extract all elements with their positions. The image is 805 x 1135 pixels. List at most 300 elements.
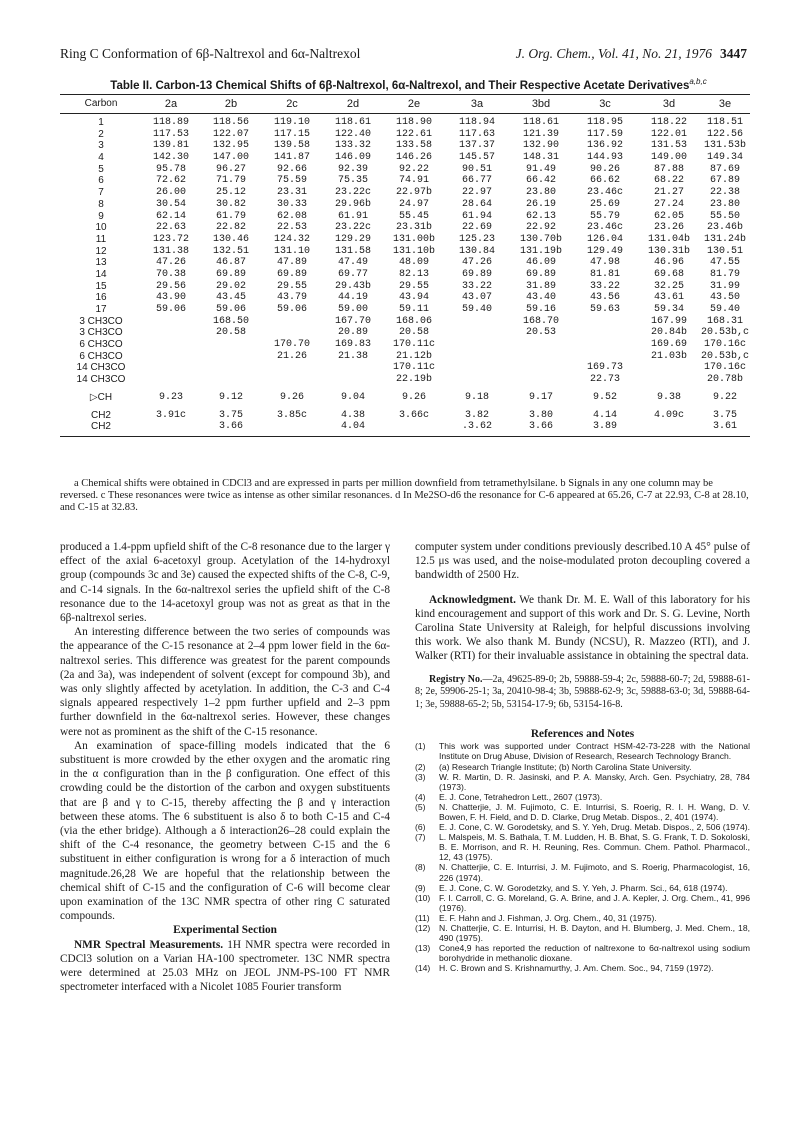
page-number: 3447 bbox=[720, 46, 747, 61]
table-cell: 61.79 bbox=[215, 210, 246, 222]
table-cell: 170.11c bbox=[392, 339, 435, 351]
reference-item bbox=[415, 802, 750, 822]
table-cell: 4.09c bbox=[653, 409, 684, 421]
row-label: 3 CH3CO bbox=[79, 327, 123, 339]
table-cell: 136.92 bbox=[586, 140, 623, 152]
table-cell: 43.90 bbox=[155, 292, 186, 304]
table-row bbox=[60, 410, 750, 422]
table-cell: 122.56 bbox=[706, 128, 743, 140]
running-title: Ring C Conformation of 6β-Naltrexol and 6α-Naltrexol bbox=[60, 46, 361, 61]
table-cell: 46.09 bbox=[525, 257, 556, 269]
reference-number: (11) bbox=[415, 912, 430, 923]
table-cell: 119.10 bbox=[273, 117, 310, 128]
table-cell: 139.58 bbox=[273, 140, 310, 152]
table-cell: 9.04 bbox=[340, 391, 365, 403]
section-heading: Experimental Section bbox=[173, 924, 277, 937]
table-row bbox=[60, 129, 750, 141]
table-cell: 33.22 bbox=[589, 280, 620, 292]
table-row bbox=[60, 281, 750, 293]
table-cell: 91.49 bbox=[525, 163, 556, 175]
table-cell: 23.22c bbox=[334, 187, 371, 199]
table-cell: 118.89 bbox=[152, 117, 189, 128]
column-header: 3a bbox=[470, 98, 484, 110]
table-cell: 31.99 bbox=[709, 280, 740, 292]
table-cell: 9.26 bbox=[279, 391, 304, 403]
table-cell: 43.56 bbox=[589, 292, 620, 304]
row-label: 1 bbox=[98, 117, 104, 128]
table-cell: 21.26 bbox=[276, 350, 307, 362]
table-row bbox=[60, 304, 750, 316]
table-cell: 31.89 bbox=[525, 280, 556, 292]
row-label: 4 bbox=[98, 152, 104, 164]
table-cell: 69.89 bbox=[276, 268, 307, 280]
table-row bbox=[60, 211, 750, 223]
reference-number: (4) bbox=[415, 791, 426, 802]
table-cell: 3.66c bbox=[398, 409, 429, 421]
reference-number: (8) bbox=[415, 862, 426, 873]
table-cell: 168.70 bbox=[522, 315, 559, 327]
table-cell: 22.82 bbox=[215, 222, 246, 234]
table-cell: 30.54 bbox=[155, 198, 186, 210]
table-cell: 118.90 bbox=[395, 117, 432, 128]
row-label: ▷CH bbox=[89, 391, 113, 403]
table-cell: 69.68 bbox=[653, 268, 684, 280]
paragraph bbox=[415, 674, 750, 712]
paragraph bbox=[415, 593, 750, 664]
table-cell: 43.40 bbox=[525, 292, 556, 304]
table-cell: 62.08 bbox=[276, 210, 307, 222]
table-cell: 123.72 bbox=[152, 233, 189, 245]
table-cell: 70.38 bbox=[155, 268, 186, 280]
table-cell: 22.63 bbox=[155, 222, 186, 234]
table-cell: 23.31 bbox=[276, 187, 307, 199]
table-cell: 3.80 bbox=[528, 409, 553, 421]
table-cell: 170.70 bbox=[273, 339, 310, 351]
column-header: 3e bbox=[718, 98, 732, 110]
table-cell: 92.39 bbox=[337, 163, 368, 175]
table-cell: 59.34 bbox=[653, 304, 684, 315]
table-cell: 71.79 bbox=[215, 175, 246, 187]
row-label: 6 CH3CO bbox=[79, 339, 123, 351]
table-cell: 75.35 bbox=[337, 175, 368, 187]
table-cell: 3.91c bbox=[155, 409, 186, 421]
table-row bbox=[60, 164, 750, 176]
table-cell: 118.51 bbox=[706, 117, 743, 128]
table-row bbox=[60, 187, 750, 199]
table-cell: 130.51 bbox=[706, 245, 743, 257]
table-cell: 29.96b bbox=[334, 198, 371, 210]
table-cell: 75.59 bbox=[276, 175, 307, 187]
row-label: 9 bbox=[98, 210, 104, 222]
table-cell: 59.16 bbox=[525, 304, 556, 315]
table-row bbox=[60, 327, 750, 339]
reference-number: (7) bbox=[415, 832, 426, 843]
table-cell: 87.69 bbox=[709, 163, 740, 175]
table-row bbox=[60, 421, 750, 433]
reference-text: (a) Research Triangle Institute; (b) North Carolina State University. bbox=[439, 761, 692, 772]
table-row bbox=[60, 199, 750, 211]
table-cell: 46.96 bbox=[653, 257, 684, 269]
table-cell: 9.38 bbox=[656, 391, 681, 403]
row-label: 2 bbox=[98, 128, 104, 140]
row-label: 10 bbox=[95, 222, 107, 234]
row-label: 5 bbox=[98, 163, 104, 175]
row-label: 3 CH3CO bbox=[79, 315, 123, 327]
table-cell: 23.46c bbox=[586, 187, 623, 199]
shift-table bbox=[60, 94, 750, 437]
paragraph-text: We thank Dr. M. E. Wall of this laboratory for his kind encouragement and support of this work and Dr. S. G. Levine, North Carolina State University at Raleigh, for helpful discussions involving this work. We also thank M. Bundy (NCSU), R. Mazzeo (RTI), and J. Walker (RTI) for their invaluable assistance in obtaining the spectral data. bbox=[415, 593, 750, 663]
journal-citation bbox=[516, 46, 747, 62]
table-body bbox=[60, 114, 750, 436]
row-label: CH2 bbox=[90, 421, 111, 433]
table-cell: 61.94 bbox=[461, 210, 492, 222]
table-cell: 131.53b bbox=[703, 140, 746, 152]
reference-item bbox=[415, 862, 750, 882]
table-cell: 74.91 bbox=[398, 175, 429, 187]
reference-number: (14) bbox=[415, 963, 431, 974]
table-row bbox=[60, 292, 750, 304]
table-cell: 67.89 bbox=[709, 175, 740, 187]
table-cell: 129.29 bbox=[334, 233, 371, 245]
table-cell: 169.73 bbox=[586, 362, 623, 374]
table-cell: 125.23 bbox=[458, 233, 495, 245]
table-row bbox=[60, 392, 750, 404]
table-cell: 137.37 bbox=[458, 140, 495, 152]
table-cell: 69.89 bbox=[215, 268, 246, 280]
table-cell: 145.57 bbox=[458, 152, 495, 164]
table-cell: 131.38 bbox=[152, 245, 189, 257]
paragraph: An interesting difference between the two series of compounds was the appearance of the C-15 resonance at 2–4 ppm lower field in the 6α-naltrexol series. This difference was greatest for the parent compounds (2a and 3a), was independent of solvent (except for compound 3b), and was only slightly affected by acetylation. In addition, the C-3 and C-4 signals appeared respectively 1–2 ppm further upfield and 2–3 ppm further downfield in the 6α-naltrexol series. However, these changes were not as prominent as the shift of the C-15 resonance. bbox=[60, 626, 390, 738]
table-row bbox=[60, 140, 750, 152]
table-cell: 20.58 bbox=[215, 327, 246, 339]
table-cell: 25.12 bbox=[215, 187, 246, 199]
table-cell: 148.31 bbox=[522, 152, 559, 164]
reference-text: Cone4,9 has reported the reduction of naltrexone to 6α-naltrexol using sodium borohydride in methanolic dioxane. bbox=[439, 943, 750, 964]
table-cell: 24.97 bbox=[398, 198, 429, 210]
run-in-heading: Registry No. bbox=[429, 673, 483, 685]
row-label: 14 CH3CO bbox=[76, 362, 126, 374]
table-cell: 22.97 bbox=[461, 187, 492, 199]
table-cell: 59.00 bbox=[337, 304, 368, 315]
table-cell: 23.80 bbox=[525, 187, 556, 199]
table-cell: 9.26 bbox=[401, 391, 426, 403]
table-cell: 21.03b bbox=[650, 350, 687, 362]
row-label: 11 bbox=[95, 233, 107, 245]
table-cell: 9.17 bbox=[528, 391, 553, 403]
paragraph: computer system under conditions previously described.10 A 45° pulse of 12.5 μs was used, and the noise-modulated proton decoupling covered a bandwidth of 2500 Hz. bbox=[415, 541, 750, 582]
table-cell: 3.66 bbox=[218, 421, 243, 433]
table-header bbox=[60, 95, 750, 114]
table-cell: 118.61 bbox=[522, 117, 559, 128]
table-cell: 33.22 bbox=[461, 280, 492, 292]
table-cell: 92.66 bbox=[276, 163, 307, 175]
paragraph: produced a 1.4-ppm upfield shift of the C-8 resonance due to the larger γ effect of the axial 6-acetoxyl group. Acetylation of the 14-hydroxyl group (compounds 3c and 3e) caused the expected shifts of the C-8, C-9, and C-14 signals. In the 6α-naltrexol series the upfield shift of the C-8 resonance due to the 14-acetoxyl group was not as great as that in the 6β-naltrexol series. bbox=[60, 541, 390, 625]
table-row bbox=[60, 257, 750, 269]
row-label: 6 CH3CO bbox=[79, 350, 123, 362]
table-cell: 22.19b bbox=[395, 374, 432, 386]
table-cell: 22.53 bbox=[276, 222, 307, 234]
table-cell: 43.45 bbox=[215, 292, 246, 304]
column-header: 3bd bbox=[531, 98, 551, 110]
table-cell: 62.14 bbox=[155, 210, 186, 222]
table-cell: 117.63 bbox=[458, 128, 495, 140]
table-cell: 59.06 bbox=[215, 304, 246, 315]
table-row bbox=[60, 269, 750, 281]
row-label: 16 bbox=[95, 292, 107, 304]
reference-text: L. Malspeis, M. S. Bathala, T. M. Ludden, H. B. Bhat, S. G. Frank, T. D. Sokoloski, B. E. Morrison, and R. H. Reuning, Res. Commun. Chem. Pathol. Pharmacol., 12, 43 (1975). bbox=[439, 832, 750, 863]
table-caption-text: Table II. Carbon-13 Chemical Shifts of 6β-Naltrexol, 6α-Naltrexol, and Their Respective Acetate Derivatives bbox=[110, 79, 690, 92]
table-cell: 122.40 bbox=[334, 128, 371, 140]
table-cell: 21.12b bbox=[395, 350, 432, 362]
table-cell: 20.53b,c bbox=[700, 327, 749, 339]
table-cell: 66.42 bbox=[525, 175, 556, 187]
table-cell: 47.98 bbox=[589, 257, 620, 269]
row-label: 7 bbox=[98, 187, 104, 199]
table-cell: 169.83 bbox=[334, 339, 371, 351]
table-cell: 132.51 bbox=[212, 245, 249, 257]
left-column bbox=[60, 540, 390, 995]
table-cell: 146.09 bbox=[334, 152, 371, 164]
paragraph-text: 1H NMR spectra were recorded in CDCl3 solution on a Varian HA-100 spectrometer. 13C NMR spectra were determined at 25.03 MHz on JEOL JNM-PS-100 FT NMR spectrometer interfaced with a Nicolet 1085 Fourier transform bbox=[60, 938, 390, 994]
table-cell: 29.56 bbox=[155, 280, 186, 292]
row-label: 12 bbox=[95, 245, 107, 257]
table-cell: 21.27 bbox=[653, 187, 684, 199]
table-cell: 129.49 bbox=[586, 245, 623, 257]
table-cell: 3.61 bbox=[712, 421, 737, 433]
table-cell: 27.24 bbox=[653, 198, 684, 210]
table-cell: 32.25 bbox=[653, 280, 684, 292]
table-cell: 131.00b bbox=[392, 233, 435, 245]
table-cell: 149.00 bbox=[650, 152, 687, 164]
table-cell: 59.11 bbox=[398, 304, 429, 315]
table-cell: 66.77 bbox=[461, 175, 492, 187]
table-cell: 47.89 bbox=[276, 257, 307, 269]
table-cell: 126.04 bbox=[586, 233, 623, 245]
row-label: 14 CH3CO bbox=[76, 374, 126, 386]
table-cell: 167.70 bbox=[334, 315, 371, 327]
reference-item bbox=[415, 772, 750, 792]
table-cell: 20.53 bbox=[525, 327, 556, 339]
reference-item bbox=[415, 762, 750, 772]
table-cell: 29.55 bbox=[276, 280, 307, 292]
table-row bbox=[60, 316, 750, 328]
table-cell: 133.58 bbox=[395, 140, 432, 152]
table-row bbox=[60, 362, 750, 374]
table-row bbox=[60, 351, 750, 363]
table-cell: 9.22 bbox=[712, 391, 737, 403]
table-cell: 118.56 bbox=[212, 117, 249, 128]
table-cell: 9.52 bbox=[592, 391, 617, 403]
table-cell: 30.33 bbox=[276, 198, 307, 210]
section-heading: References and Notes bbox=[530, 728, 635, 741]
table-row bbox=[60, 152, 750, 164]
reference-text: E. F. Hahn and J. Fishman, J. Org. Chem., 40, 31 (1975). bbox=[439, 912, 657, 923]
reference-item bbox=[415, 883, 750, 893]
reference-item bbox=[415, 893, 750, 913]
table-row bbox=[60, 117, 750, 129]
table-cell: 3.66 bbox=[528, 421, 553, 433]
table-row bbox=[60, 339, 750, 351]
table-cell: 23.46c bbox=[586, 222, 623, 234]
reference-text: This work was supported under Contract HSM-42-73-228 with the National Institute on Drug Abuse, Division of Research, Research Technology Branch. bbox=[439, 741, 750, 762]
journal-name: J. Org. Chem., Vol. 41, No. 21, 1976 bbox=[515, 46, 712, 61]
table-caption bbox=[70, 77, 747, 92]
reference-text: N. Chatterjie, C. E. Inturrisi, H. B. Dayton, and H. Blumberg, J. Med. Chem., 18, 490 (1975). bbox=[439, 923, 750, 944]
table-cell: 4.14 bbox=[592, 409, 617, 421]
reference-list bbox=[415, 741, 750, 973]
table-cell: 81.79 bbox=[709, 268, 740, 280]
table-cell: 3.75 bbox=[218, 409, 243, 421]
reference-number: (1) bbox=[415, 741, 426, 752]
table-cell: 20.53b,c bbox=[700, 350, 749, 362]
table-cell: 131.53 bbox=[650, 140, 687, 152]
table-cell: 29.55 bbox=[398, 280, 429, 292]
table-cell: 4.38 bbox=[340, 409, 365, 421]
table-cell: 3.82 bbox=[464, 409, 489, 421]
table-cell: 46.87 bbox=[215, 257, 246, 269]
table-caption-sup: a,b,c bbox=[689, 77, 707, 86]
reference-item bbox=[415, 963, 750, 973]
table-cell: 55.79 bbox=[589, 210, 620, 222]
table-row bbox=[60, 234, 750, 246]
reference-item bbox=[415, 943, 750, 963]
row-label: 6 bbox=[98, 175, 104, 187]
table-cell: 3.75 bbox=[712, 409, 737, 421]
table-cell: 131.58 bbox=[334, 245, 371, 257]
table-row bbox=[60, 175, 750, 187]
table-cell: 22.92 bbox=[525, 222, 556, 234]
table-cell: .3.62 bbox=[461, 421, 492, 433]
table-cell: 43.61 bbox=[653, 292, 684, 304]
table-cell: 139.81 bbox=[152, 140, 189, 152]
running-header bbox=[60, 46, 747, 66]
column-header: 2a bbox=[164, 98, 178, 110]
table-cell: 132.95 bbox=[212, 140, 249, 152]
reference-item bbox=[415, 913, 750, 923]
table-cell: 170.16c bbox=[703, 362, 746, 374]
column-header: 2e bbox=[407, 98, 421, 110]
table-cell: 59.40 bbox=[461, 304, 492, 315]
table-cell: 47.55 bbox=[709, 257, 740, 269]
table-cell: 132.90 bbox=[522, 140, 559, 152]
table-cell: 69.89 bbox=[461, 268, 492, 280]
reference-number: (10) bbox=[415, 892, 431, 903]
reference-item bbox=[415, 923, 750, 943]
table-cell: 22.73 bbox=[589, 374, 620, 386]
table-cell: 9.23 bbox=[158, 391, 183, 403]
table-cell: 9.12 bbox=[218, 391, 243, 403]
table-cell: 130.46 bbox=[212, 233, 249, 245]
table-cell: 117.59 bbox=[586, 128, 623, 140]
table-cell: 130.84 bbox=[458, 245, 495, 257]
reference-text: W. R. Martin, D. R. Jasinski, and P. A. Mansky, Arch. Gen. Psychiatry, 28, 784 (1973). bbox=[439, 771, 750, 792]
row-label: 15 bbox=[95, 280, 107, 292]
table-cell: 117.53 bbox=[152, 128, 189, 140]
table-cell: 55.45 bbox=[398, 210, 429, 222]
table-cell: 169.69 bbox=[650, 339, 687, 351]
table-cell: 146.26 bbox=[395, 152, 432, 164]
paragraph bbox=[60, 938, 390, 995]
table-cell: 28.64 bbox=[461, 198, 492, 210]
table-cell: 26.19 bbox=[525, 198, 556, 210]
table-cell: 22.69 bbox=[461, 222, 492, 234]
table-cell: 3.89 bbox=[592, 421, 617, 433]
table-cell: 92.22 bbox=[398, 163, 429, 175]
reference-number: (9) bbox=[415, 882, 426, 893]
table-cell: 66.62 bbox=[589, 175, 620, 187]
table-cell: 61.91 bbox=[337, 210, 368, 222]
table-cell: 131.24b bbox=[703, 233, 746, 245]
table-cell: 130.70b bbox=[519, 233, 562, 245]
table-cell: 118.94 bbox=[458, 117, 495, 128]
table-cell: 131.19b bbox=[519, 245, 562, 257]
table-cell: 131.10 bbox=[273, 245, 310, 257]
table-cell: 4.04 bbox=[340, 421, 365, 433]
table-cell: 117.15 bbox=[273, 128, 310, 140]
reference-number: (12) bbox=[415, 923, 431, 934]
column-header: 3d bbox=[662, 98, 676, 110]
table-cell: 142.30 bbox=[152, 152, 189, 164]
table-cell: 149.34 bbox=[706, 152, 743, 164]
table-cell: 62.13 bbox=[525, 210, 556, 222]
reference-item bbox=[415, 792, 750, 802]
reference-text: E. J. Cone, Tetrahedron Lett., 2607 (1973). bbox=[439, 791, 603, 802]
table-cell: 68.22 bbox=[653, 175, 684, 187]
table-cell: 122.07 bbox=[212, 128, 249, 140]
table-cell: 20.78b bbox=[706, 374, 743, 386]
table-cell: 170.16c bbox=[703, 339, 746, 351]
table-cell: 59.63 bbox=[589, 304, 620, 315]
reference-item bbox=[415, 822, 750, 832]
table-cell: 47.49 bbox=[337, 257, 368, 269]
row-label: 8 bbox=[98, 198, 104, 210]
table-cell: 118.22 bbox=[650, 117, 687, 128]
reference-item bbox=[415, 832, 750, 862]
table-row bbox=[60, 222, 750, 234]
table-cell: 144.93 bbox=[586, 152, 623, 164]
table-cell: 122.61 bbox=[395, 128, 432, 140]
table-cell: 168.06 bbox=[395, 315, 432, 327]
table-cell: 23.26 bbox=[653, 222, 684, 234]
table-cell: 26.00 bbox=[155, 187, 186, 199]
row-label: 17 bbox=[95, 304, 107, 315]
table-cell: 72.62 bbox=[155, 175, 186, 187]
table-cell: 133.32 bbox=[334, 140, 371, 152]
table-cell: 43.94 bbox=[398, 292, 429, 304]
table-cell: 118.95 bbox=[586, 117, 623, 128]
table-cell: 43.07 bbox=[461, 292, 492, 304]
reference-item bbox=[415, 741, 750, 761]
table-cell: 69.77 bbox=[337, 268, 368, 280]
reference-text: N. Chatterjie, J. M. Fujimoto, C. E. Inturrisi, S. Roerig, R. I. H. Wang, D. V. Bowen, F. H. Field, and D. D. Clarke, Drug Metab. Dispos., 2, 401 (1974). bbox=[439, 801, 750, 822]
table-cell: 23.31b bbox=[395, 222, 432, 234]
table-cell: 167.99 bbox=[650, 315, 687, 327]
table-cell: 23.46b bbox=[706, 222, 743, 234]
table-cell: 47.26 bbox=[461, 257, 492, 269]
column-header: 2c bbox=[286, 98, 298, 110]
reference-text: E. J. Cone, C. W. Gorodetsky, and S. Y. Yeh, Drug. Metab. Dispos., 2, 506 (1974). bbox=[439, 822, 750, 833]
table-cell: 81.81 bbox=[589, 268, 620, 280]
table-cell: 170.11c bbox=[392, 362, 435, 374]
paragraph-text: —2a, 49625-89-0; 2b, 59888-59-4; 2c, 59888-60-7; 2d, 59888-61-8; 2e, 59906-25-1; 3a, 20410-98-4; 3b, 59888-62-9; 3c, 59888-63-0; 3d, 59888-64-1; 3e, 59888-65-2; 5b, 53154-17-9; 6b, 53154-16-8. bbox=[415, 673, 750, 710]
table-cell: 43.50 bbox=[709, 292, 740, 304]
row-label: 13 bbox=[95, 257, 107, 269]
column-header: 2d bbox=[346, 98, 360, 110]
table-cell: 168.31 bbox=[706, 315, 743, 327]
reference-text: H. C. Brown and S. Krishnamurthy, J. Am. Chem. Soc., 94, 7159 (1972). bbox=[439, 963, 714, 974]
table-cell: 21.38 bbox=[337, 350, 368, 362]
table-cell: 141.87 bbox=[273, 152, 310, 164]
